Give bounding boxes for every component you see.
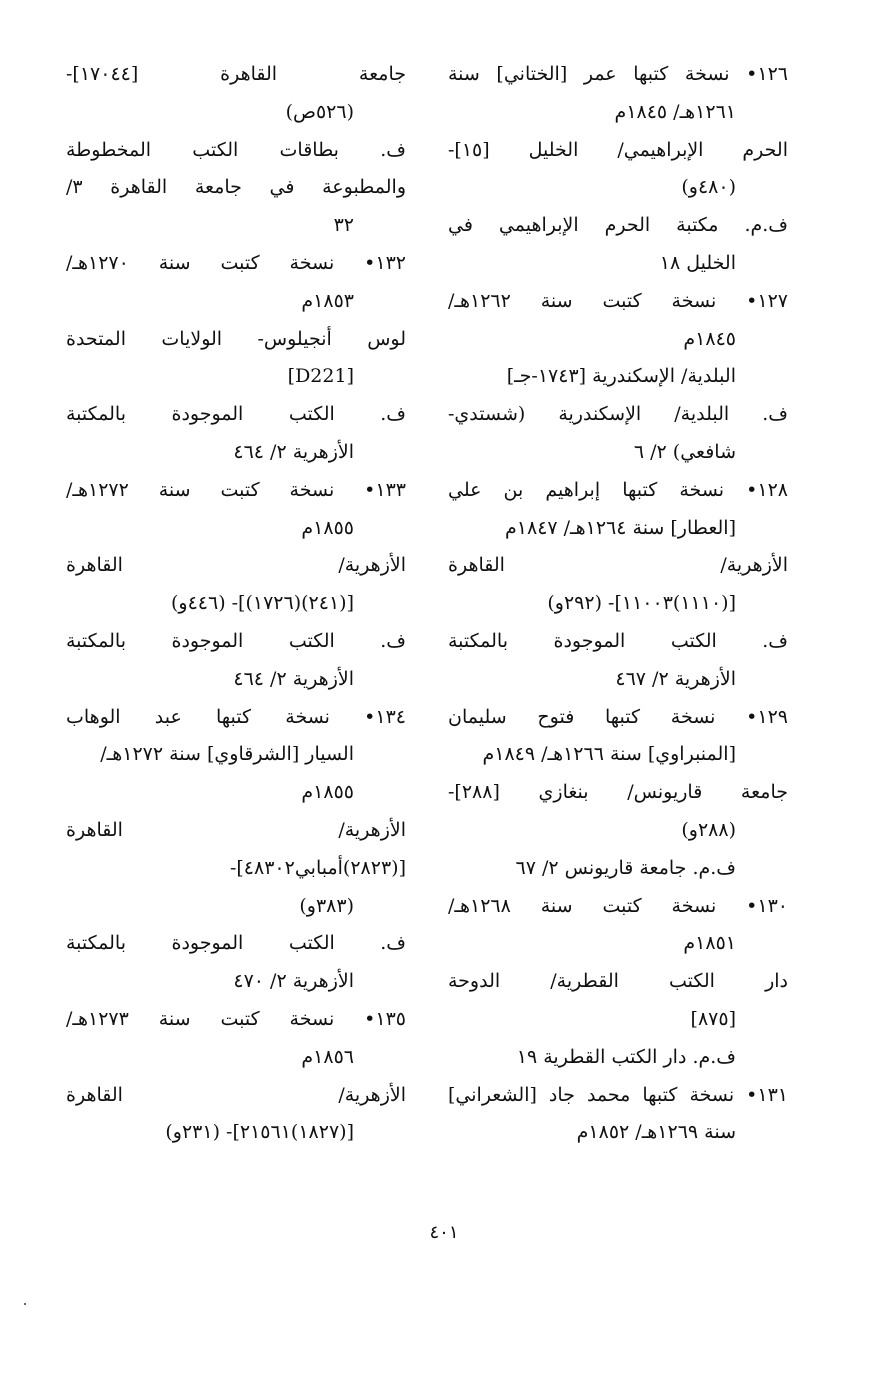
text-line: (٢٨٨و) [681, 818, 736, 841]
text-line: ١٨٥١م [683, 932, 736, 955]
text-line: [٨٧٥] [690, 1007, 736, 1030]
text-line: ف. البلدية/ الإسكندرية (شستدي- [448, 403, 788, 426]
text-line: الحرم الإبراهيمي/ الخليل [١٥]- [448, 138, 788, 161]
text-line: ١٣٣• نسخة كتبت سنة ١٢٧٢هـ/ [66, 478, 406, 501]
text-line: ف.م. دار الكتب القطرية ١٩ [516, 1045, 736, 1068]
text-line: الأزهرية ٢/ ٤٦٧ [615, 667, 736, 690]
text-line: [العطار] سنة ١٢٦٤هـ/ ١٨٤٧م [505, 516, 736, 539]
text-line: الأزهرية ٢/ ٤٧٠ [233, 970, 354, 993]
text-line: ١٢٧• نسخة كتبت سنة ١٢٦٢هـ/ [448, 289, 788, 312]
text-line: جامعة القاهرة [١٧٠٤٤]- [66, 63, 406, 85]
text-line: سنة ١٢٦٩هـ/ ١٨٥٢م [576, 1121, 736, 1144]
text-line: ف. الكتب الموجودة بالمكتبة [448, 629, 788, 652]
text-line: ١٨٥٦م [301, 1045, 354, 1068]
text-line: لوس أنجيلوس- الولايات المتحدة [66, 327, 406, 350]
text-line: السيار [الشرقاوي] سنة ١٢٧٢هـ/ [100, 743, 354, 766]
text-line: ١٢٩• نسخة كتبها فتوح سليمان [448, 705, 788, 728]
text-line: ١٨٥٥م [301, 781, 354, 804]
text-line: الأزهرية ٢/ ٤٦٤ [233, 440, 354, 463]
text-line: الأزهرية/ القاهرة [66, 554, 406, 577]
text-line: الأزهرية/ القاهرة [66, 818, 406, 841]
scan-speck [24, 1303, 26, 1305]
text-line: ف.م. مكتبة الحرم الإبراهيمي في [448, 214, 788, 237]
text-line: (٤٨٠و) [681, 176, 736, 199]
text-line: الأزهرية/ القاهرة [448, 554, 788, 577]
text-line: البلدية/ الإسكندرية [١٧٤٣-جـ] [506, 365, 736, 388]
left-column [66, 56, 406, 1152]
text-line: (٥٢٦ص) [285, 100, 354, 123]
text-line: شافعي) ٢/ ٦ [633, 440, 736, 463]
text-line: [(٢٨٢٣)أمبابي٤٨٣٠٢]- [229, 856, 406, 879]
text-line: ١٣٤• نسخة كتبها عبد الوهاب [66, 705, 406, 728]
text-line: ١٨٥٣م [301, 289, 354, 312]
right-column [448, 56, 788, 1152]
text-line: الأزهرية ٢/ ٤٦٤ [233, 667, 354, 690]
text-line: [المنبراوي] سنة ١٢٦٦هـ/ ١٨٤٩م [482, 743, 736, 766]
text-line: ف.م. جامعة قاريونس ٢/ ٦٧ [515, 856, 736, 879]
text-line: ف. الكتب الموجودة بالمكتبة [66, 403, 406, 426]
text-line: ف. بطاقات الكتب المخطوطة [66, 138, 406, 161]
page-number: ٤٠١ [429, 1222, 459, 1243]
text-line: [(١٨٢٧)٢١٥٦١]- (٢٣١و) [165, 1121, 354, 1144]
text-line: ف. الكتب الموجودة بالمكتبة [66, 629, 406, 652]
text-line: ١٢٦• نسخة كتبها عمر [الختاني] سنة [448, 63, 788, 85]
text-line: [(٢٤١)(١٧٢٦)]- (٤٤٦و) [170, 592, 354, 615]
text-line: والمطبوعة في جامعة القاهرة ٣/ [66, 176, 406, 199]
text-line: دار الكتب القطرية/ الدوحة [448, 970, 788, 993]
text-line: ١٣٥• نسخة كتبت سنة ١٢٧٣هـ/ [66, 1007, 406, 1030]
text-line: (٣٨٣و) [299, 894, 354, 917]
text-line: ٣٢ [333, 214, 354, 237]
text-line: ١٣٠• نسخة كتبت سنة ١٢٦٨هـ/ [448, 894, 788, 917]
text-line: ١٢٨• نسخة كتبها إبراهيم بن علي [448, 478, 788, 501]
text-line: ١٣١• نسخة كتبها محمد جاد [الشعراني] [448, 1083, 788, 1106]
text-line: جامعة قاريونس/ بنغازي [٢٨٨]- [448, 781, 788, 804]
text-line: ١٣٢• نسخة كتبت سنة ١٢٧٠هـ/ [66, 251, 406, 274]
text-line: ١٨٥٥م [301, 516, 354, 539]
text-line: الخليل ١٨ [659, 251, 736, 274]
text-line: الأزهرية/ القاهرة [66, 1083, 406, 1106]
text-line: ١٨٤٥م [683, 327, 736, 350]
text-line: [(١١١٠)١١٠٠٣]- (٢٩٢و) [547, 592, 736, 615]
text-line: [D221] [287, 365, 354, 388]
text-line: ١٢٦١هـ/ ١٨٤٥م [614, 100, 736, 123]
text-line: ف. الكتب الموجودة بالمكتبة [66, 932, 406, 955]
